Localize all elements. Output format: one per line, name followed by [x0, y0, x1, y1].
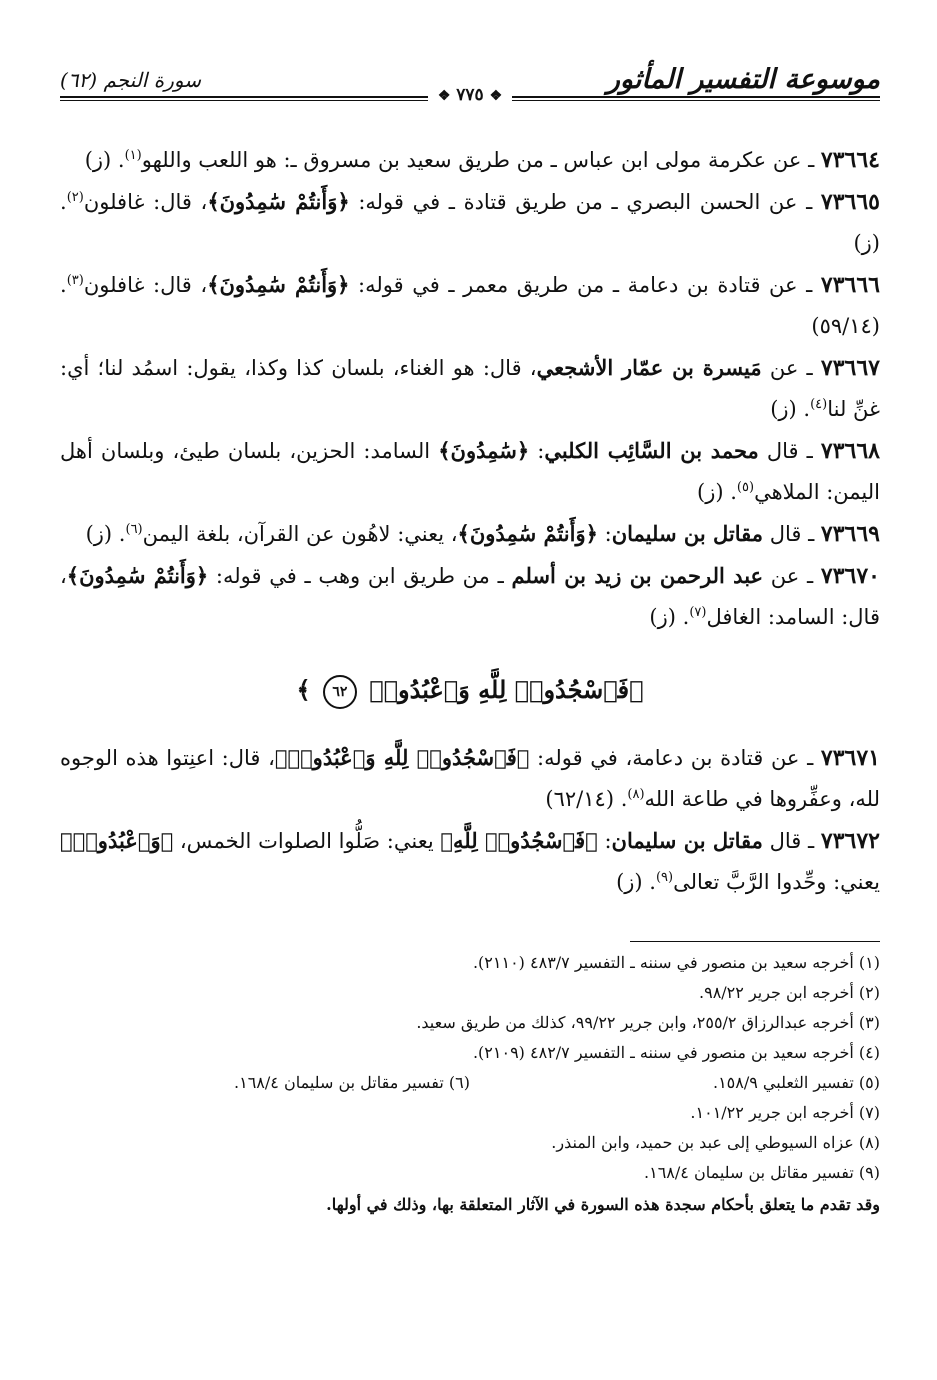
- narration-suffix: . (ز): [697, 480, 737, 504]
- footnote-item: (٢) أخرجه ابن جرير ٩٨/٢٢.: [699, 982, 880, 1002]
- footnote-ref[interactable]: (٣): [66, 273, 84, 288]
- narration-text: السامد: الحزين، بلسان طيئ، وبلسان أهل اليمن: الملاهي: [60, 439, 880, 504]
- quran-quote: ﴿وَأَنتُمْ سَٰمِدُونَ﴾: [207, 189, 350, 214]
- narrator-name: عبد الرحمن بن زيد بن أسلم: [511, 563, 764, 588]
- footnote-ref[interactable]: (٥): [736, 480, 755, 495]
- quran-quote: ﴿فَٱسْجُدُوا۟ لِلَّهِ وَٱعْبُدُوا۟﴾: [274, 744, 530, 770]
- page-header: [60, 60, 880, 104]
- footnote-item: (٦) تفسير مقاتل بن سليمان ١٦٨/٤.: [234, 1072, 470, 1092]
- narration-suffix: . (٥٩/١٤): [60, 273, 880, 338]
- narration-text: ـ عن: [761, 356, 821, 380]
- footnote-item: (٥) تفسير الثعلبي ١٥٨/٩.: [712, 1072, 880, 1092]
- narration-text: ، قال: غافلون: [83, 190, 208, 214]
- verse-closing: ﴾: [296, 675, 311, 704]
- footnote-row: [60, 1068, 880, 1098]
- narrator-name: مقاتل بن سليمان: [611, 521, 764, 546]
- book-title: موسوعة التفسير المأثور: [606, 64, 880, 95]
- narration-entry: [60, 347, 880, 430]
- narration-text: :: [597, 522, 612, 546]
- narration-text: يعني: صَلُّوا الصلوات الخمس،: [173, 828, 441, 853]
- narration-suffix: . (٦٢/١٤): [545, 786, 628, 811]
- footnote-item: (٤) أخرجه سعيد بن منصور في سننه ـ التفسير ٤٨٢/٧ (٢١٠٩).: [472, 1042, 880, 1062]
- book-page: [60, 60, 880, 1236]
- quran-quote: ﴿وَأَنتُمْ سَٰمِدُونَ﴾: [207, 272, 350, 297]
- footnotes-divider: [630, 941, 880, 942]
- footnote-item: (٨) عزاه السيوطي إلى عبد بن حميد، وابن المنذر.: [551, 1132, 880, 1152]
- narration-entry: [60, 513, 880, 555]
- footnote-item: (٩) تفسير مقاتل بن سليمان ١٦٨/٤.: [644, 1162, 880, 1182]
- narration-number: ٧٣٦٦٧: [820, 355, 880, 381]
- quran-quote: ﴿وَأَنتُمْ سَٰمِدُونَ﴾: [457, 521, 598, 546]
- narration-number: ٧٣٦٦٨: [820, 438, 880, 464]
- narrator-name: مَيسرة بن عمّار الأشجعي: [536, 355, 762, 380]
- closing-note: وقد تقدم ما يتعلق بأحكام سجدة هذه السورة في الآثار المتعلقة بها، وذلك في أولها.: [326, 1194, 880, 1214]
- narrator-name: محمد بن السَّائِب الكلبي: [544, 438, 759, 463]
- footnotes-section: [60, 948, 880, 1220]
- quran-quote: ﴿سَٰمِدُونَ﴾: [438, 438, 530, 463]
- narration-text: ، قال: السامد: الغافل: [60, 564, 880, 629]
- narration-entry: [60, 181, 880, 264]
- footnote-ref[interactable]: (٢): [66, 190, 84, 205]
- narration-number: ٧٣٦٧٢: [820, 827, 880, 854]
- verse-text: ﴿فَٱسْجُدُوا۟ لِلَّهِ وَٱعْبُدُوا۟: [369, 675, 644, 704]
- narration-text: ـ عن الحسن البصري ـ من طريق قتادة ـ في قوله:: [349, 190, 821, 214]
- narration-text: ، قال: هو الغناء، بلسان كذا وكذا، يقول: اسمُد لنا؛ أي: غنِّ لنا: [60, 356, 880, 421]
- footnote-item: (٧) أخرجه ابن جرير ١٠١/٢٢.: [690, 1102, 880, 1122]
- narration-entry: [60, 140, 880, 181]
- narration-entry: [60, 264, 880, 347]
- narration-suffix: . (ز): [85, 522, 126, 546]
- quran-quote: ﴿وَٱعْبُدُوا۟﴾: [60, 827, 174, 853]
- narration-text: ـ قال: [763, 522, 821, 546]
- ornament-left-icon: ❖: [437, 88, 451, 104]
- narration-number: ٧٣٦٧١: [820, 744, 880, 771]
- footnote-ref[interactable]: (٤): [810, 397, 828, 412]
- narration-text: ـ عن: [763, 564, 821, 588]
- narration-suffix: . (ز): [770, 397, 811, 421]
- narration-number: ٧٣٦٦٩: [820, 521, 880, 547]
- narration-text: ـ عن عكرمة مولى ابن عباس ـ من طريق سعيد بن مسروق ـ: هو اللعب واللهو: [141, 148, 821, 172]
- narration-number: ٧٣٦٦٦: [820, 272, 880, 298]
- footnote-ref[interactable]: (١): [124, 148, 142, 163]
- ornament-right-icon: ❖: [489, 88, 503, 104]
- ayah-number-icon: ٦٢: [323, 675, 357, 709]
- verse-heading: [60, 672, 880, 709]
- narration-text: ـ قال: [758, 439, 821, 463]
- narration-number: ٧٣٦٧٠: [820, 563, 880, 589]
- narration-entry: [60, 737, 880, 820]
- footnote-ref[interactable]: (٨): [627, 786, 645, 802]
- footnote-ref[interactable]: (٧): [689, 605, 707, 620]
- narration-entry: [60, 430, 880, 513]
- narration-text: يعني: وحِّدوا الرَّبَّ تعالى: [673, 869, 880, 894]
- narration-suffix: . (ز): [60, 190, 880, 255]
- narration-text: ، قال: اعنِتوا هذه الوجوه لله، وعفِّروها في طاعة الله: [60, 745, 880, 811]
- footnote-ref[interactable]: (٦): [125, 522, 143, 537]
- page-number: ٧٧٥: [456, 85, 484, 105]
- narration-text: ، يعني: لاهُون عن القرآن، بلغة اليمن: [142, 522, 458, 546]
- narrator-name: مقاتل بن سليمان: [611, 827, 763, 853]
- narration-number: ٧٣٦٦٤: [820, 147, 880, 173]
- narration-number: ٧٣٦٦٥: [820, 189, 880, 215]
- narrations-list-2: [60, 737, 880, 903]
- narrations-list: [60, 140, 880, 638]
- narration-suffix: . (ز): [616, 869, 656, 894]
- narration-entry: [60, 555, 880, 638]
- narration-text: ـ عن قتادة بن دعامة، في قوله:: [529, 745, 821, 770]
- narration-text: ، قال: غافلون: [83, 273, 208, 297]
- quran-quote: ﴿فَٱسْجُدُوا۟ لِلَّهِ﴾: [440, 827, 598, 853]
- narration-text: ـ قال: [762, 828, 821, 853]
- narration-text: :: [529, 439, 545, 463]
- quran-quote: ﴿وَأَنتُمْ سَٰمِدُونَ﴾: [66, 563, 209, 588]
- narration-text: ـ عن قتادة بن دعامة ـ من طريق معمر ـ في قوله:: [349, 273, 821, 297]
- footnote-item: (٣) أخرجه عبدالرزاق ٢٥٥/٢، وابن جرير ٩٩/٢٢، كذلك من طريق سعيد.: [416, 1012, 880, 1032]
- surah-label: سورة النجم (٦٢): [60, 68, 201, 92]
- page-number-wrap: [60, 82, 880, 109]
- footnote-item: (١) أخرجه سعيد بن منصور في سننه ـ التفسير ٤٨٣/٧ (٢١١٠).: [472, 952, 880, 972]
- footnote-ref[interactable]: (٩): [655, 869, 674, 885]
- narration-entry: [60, 820, 880, 903]
- narration-text: :: [597, 828, 612, 853]
- narration-text: ـ من طريق ابن وهب ـ في قوله:: [208, 564, 512, 588]
- narration-suffix: . (ز): [649, 605, 690, 629]
- narration-suffix: . (ز): [84, 148, 125, 172]
